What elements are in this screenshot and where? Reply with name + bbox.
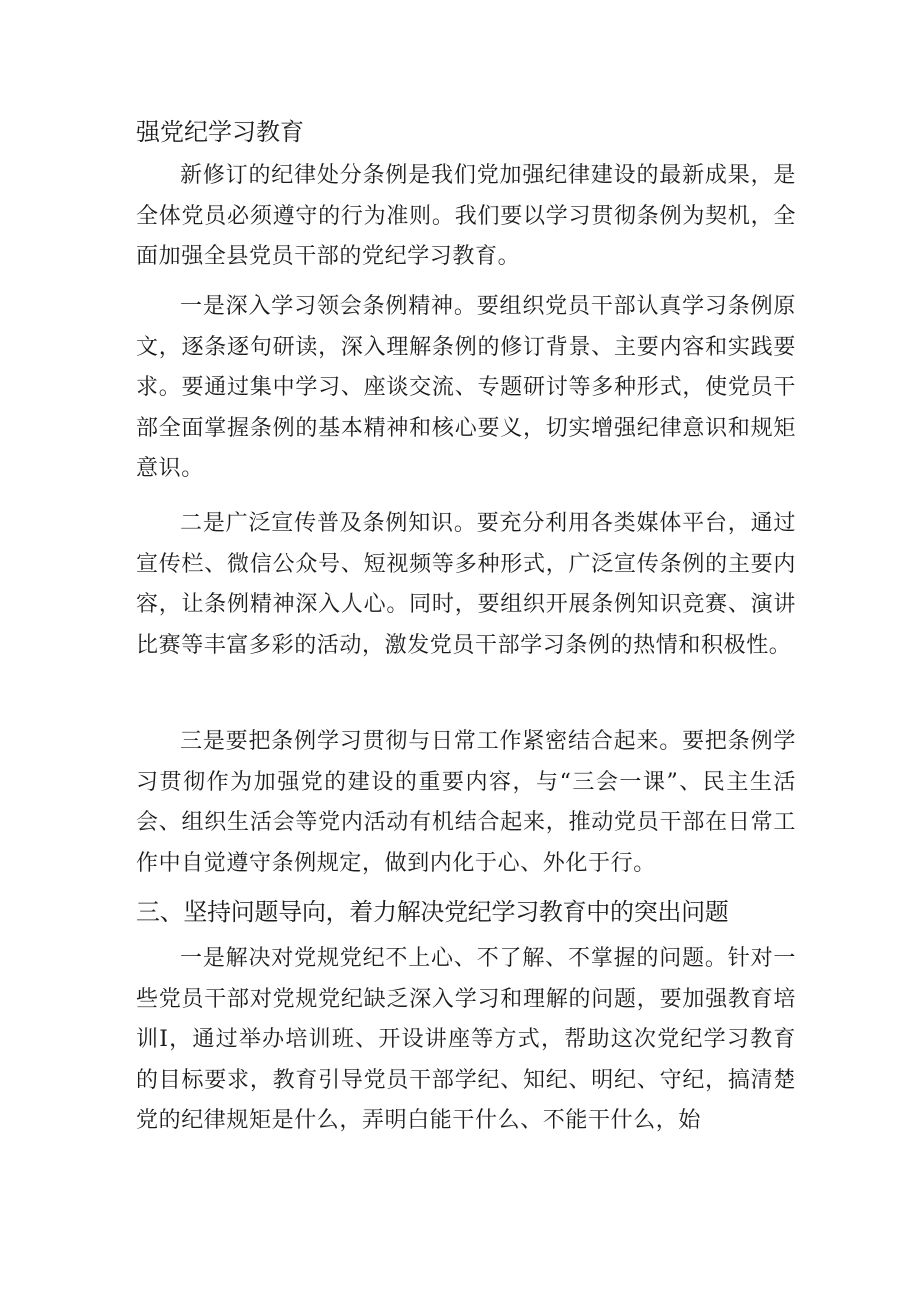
section-heading: 三、坚持问题导向，着力解决党纪学习教育中的突出问题 bbox=[136, 898, 729, 926]
paragraph-point-one: 一是深入学习领会条例精神。要组织党员干部认真学习条例原文，逐条逐句研读，深入理解条例的修订背景、主要内容和实践要求。要通过集中学习、座谈交流、专题研讨等多种形式，使党员干部全面掌握条例的基本精神和核心要义，切实增强纪律意识和规矩意识。 bbox=[136, 294, 796, 481]
paragraph-point-three: 三是要把条例学习贯彻与日常工作紧密结合起来。要把条例学习贯彻作为加强党的建设的重要内容，与“三会一课”、民主生活会、组织生活会等党内活动有机结合起来，推动党员干部在日常工作中自觉遵守条例规定，做到内化于心、外化于行。 bbox=[136, 729, 796, 876]
paragraph-intro: 新修订的纪律处分条例是我们党加强纪律建设的最新成果，是全体党员必须遵守的行为准则。我们要以学习贯彻条例为契机，全面加强全县党员干部的党纪学习教育。 bbox=[136, 163, 796, 269]
paragraph-point-two: 二是广泛宣传普及条例知识。要充分利用各类媒体平台，通过宣传栏、微信公众号、短视频等多种形式，广泛宣传条例的主要内容，让条例精神深入人心。同时，要组织开展条例知识竞赛、演讲比赛等丰富多彩的活动，激发党员干部学习条例的热情和积极性。 bbox=[136, 511, 796, 658]
title-fragment: 强党纪学习教育 bbox=[136, 118, 304, 146]
paragraph-section-point-one: 一是解决对党规党纪不上心、不了解、不掌握的问题。针对一些党员干部对党规党纪缺乏深入学习和理解的问题，要加强教育培训I，通过举办培训班、开设讲座等方式，帮助这次党纪学习教育的目标要求，教育引导党员干部学纪、知纪、明纪、守纪，搞清楚党的纪律规矩是什么，弄明白能干什么、不能干什么，始 bbox=[136, 946, 796, 1133]
